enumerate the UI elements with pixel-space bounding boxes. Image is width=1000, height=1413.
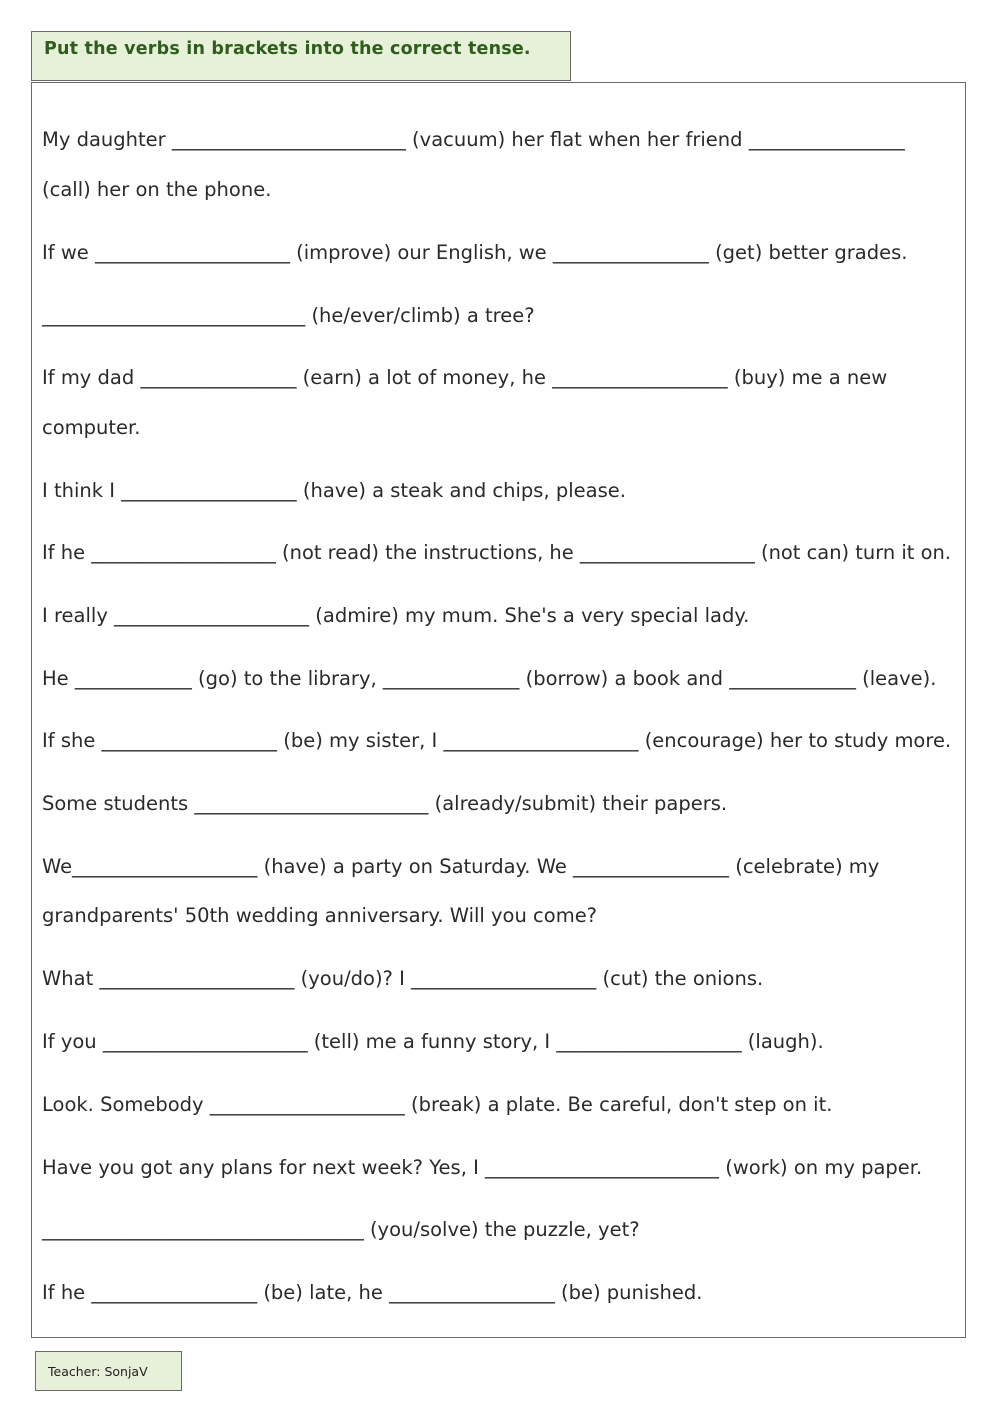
- exercise-line: Look. Somebody ____________________ (break) a plate. Be careful, don't step on it.: [42, 1093, 833, 1116]
- exercise-line: I think I __________________ (have) a steak and chips, please.: [42, 479, 626, 502]
- exercise-line: If he ___________________ (not read) the instructions, he __________________ (not can) turn it on.: [42, 541, 951, 564]
- exercise-line: If my dad ________________ (earn) a lot of money, he __________________ (buy) me a new: [42, 366, 888, 389]
- teacher-credit: Teacher: SonjaV: [48, 1364, 148, 1379]
- exercise-line: ___________________________ (he/ever/climb) a tree?: [42, 304, 535, 327]
- exercise-line: Some students ________________________ (already/submit) their papers.: [42, 792, 728, 815]
- instruction-title: Put the verbs in brackets into the correct tense.: [44, 39, 531, 59]
- exercise-line: If she __________________ (be) my sister, I ____________________ (encourage) her to study more.: [42, 729, 952, 752]
- instruction-header: [31, 31, 571, 81]
- exercise-line: If we ____________________ (improve) our English, we ________________ (get) better grades.: [42, 241, 908, 264]
- exercise-line: He ____________ (go) to the library, ______________ (borrow) a book and _____________ (leave).: [42, 667, 937, 690]
- exercise-line: Have you got any plans for next week? Yes, I ________________________ (work) on my paper.: [42, 1156, 923, 1179]
- exercise-line: My daughter ________________________ (vacuum) her flat when her friend ________________: [42, 128, 905, 151]
- exercise-line: _________________________________ (you/solve) the puzzle, yet?: [42, 1218, 640, 1241]
- exercise-line: computer.: [42, 416, 141, 439]
- teacher-credit-box: [35, 1351, 182, 1391]
- exercise-box: [31, 82, 966, 1338]
- exercise-line: We___________________ (have) a party on Saturday. We ________________ (celebrate) my: [42, 855, 880, 878]
- exercise-line: grandparents' 50th wedding anniversary. Will you come?: [42, 904, 598, 927]
- exercise-line: If you _____________________ (tell) me a funny story, I ___________________ (laugh).: [42, 1030, 824, 1053]
- exercise-line: (call) her on the phone.: [42, 178, 272, 201]
- exercise-line: I really ____________________ (admire) my mum. She's a very special lady.: [42, 604, 750, 627]
- exercise-line: If he _________________ (be) late, he _________________ (be) punished.: [42, 1281, 703, 1304]
- exercise-line: What ____________________ (you/do)? I ___________________ (cut) the onions.: [42, 967, 764, 990]
